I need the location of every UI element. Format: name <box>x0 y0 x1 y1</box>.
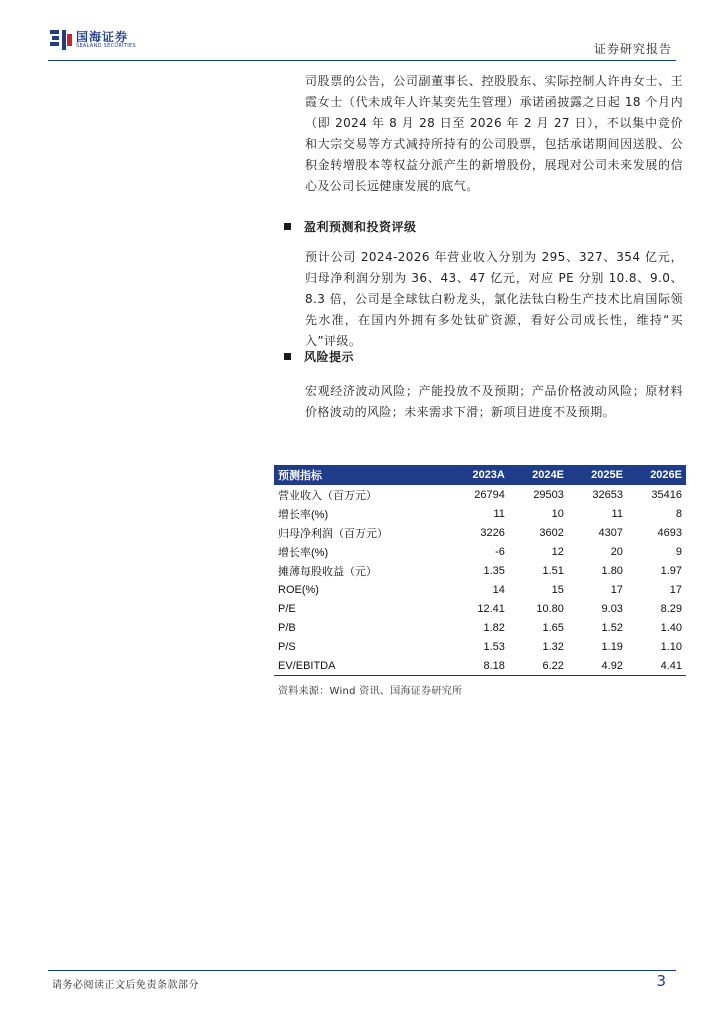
table-cell: 10.80 <box>536 602 564 615</box>
table-header-cell: 2023A <box>449 465 509 485</box>
table-cell: 9 <box>675 545 682 558</box>
table-header-cell: 2024E <box>509 465 568 485</box>
table-row <box>274 485 686 504</box>
row-label: 归母净利润（百万元） <box>278 527 388 540</box>
table-cell: 6.22 <box>509 656 568 676</box>
table-cell: 4.92 <box>568 656 627 676</box>
table-cell: 4.41 <box>627 656 686 676</box>
footer-divider <box>48 970 676 971</box>
forecast-table <box>274 465 686 676</box>
table-cell: 35416 <box>651 488 682 501</box>
table-row <box>274 542 686 561</box>
table-cell: 3226 <box>480 526 505 539</box>
logo-english-name: SEALAND SECURITIES <box>76 43 136 49</box>
table-cell: 3602 <box>539 526 564 539</box>
table-cell: 1.40 <box>660 621 682 634</box>
table-header-cell: 2026E <box>627 465 686 485</box>
table-row <box>274 656 686 676</box>
table-cell: 8.29 <box>660 602 682 615</box>
logo-name: 国海证券 <box>76 30 129 44</box>
company-logo <box>50 30 136 50</box>
table-row <box>274 599 686 618</box>
table-cell: 9.03 <box>601 602 623 615</box>
section-heading-risk <box>284 348 354 365</box>
row-label: EV/EBITDA <box>274 656 449 676</box>
table-cell: 12 <box>551 545 564 558</box>
table-cell: 12.41 <box>477 602 505 615</box>
table-cell: 11 <box>611 507 623 520</box>
table-cell: 29503 <box>533 488 564 501</box>
row-label: P/E <box>278 602 296 615</box>
table-cell: 1.19 <box>601 640 623 653</box>
row-label: ROE(%) <box>278 583 319 596</box>
table-cell: 1.97 <box>660 564 682 577</box>
table-cell: 1.65 <box>542 621 564 634</box>
risk-paragraph: 宏观经济波动风险；产能投放不及预期；产品价格波动风险；原材料价格波动的风险；未来需求下滑；新项目进度不及预期。 <box>305 384 683 419</box>
table-cell: 17 <box>669 583 682 596</box>
table-cell: 1.53 <box>483 640 505 653</box>
table-cell: 1.80 <box>601 564 623 577</box>
row-label: 增长率(%) <box>278 508 329 521</box>
table-cell: -6 <box>495 545 505 558</box>
table-cell: 1.52 <box>601 621 623 634</box>
row-label: 摊薄每股收益（元） <box>278 565 377 578</box>
table-cell: 4307 <box>598 526 623 539</box>
section-heading-forecast <box>284 218 417 235</box>
table-cell: 1.32 <box>542 640 564 653</box>
page-header <box>0 0 724 62</box>
table-header-cell: 2025E <box>568 465 627 485</box>
table-cell: 1.10 <box>660 640 682 653</box>
page-number: 3 <box>656 972 666 990</box>
table-row <box>274 618 686 637</box>
table-cell: 14 <box>492 583 505 596</box>
section-title: 盈利预测和投资评级 <box>304 220 417 234</box>
report-type-label: 证券研究报告 <box>593 42 672 56</box>
header-divider <box>48 60 676 61</box>
logo-mark-icon <box>50 30 72 50</box>
table-header-cell: 预测指标 <box>274 465 449 485</box>
table-cell: 32653 <box>592 488 623 501</box>
forecast-paragraph: 预计公司 2024-2026 年营业收入分别为 295、327、354 亿元，归母净利润分别为 36、43、47 亿元，对应 PE 分别 10.8、9.0、8.3 倍，公司是全球钛白粉龙头，氯化法钛白粉生产技术比肩国际领先水准，在国内外拥有多处钛矿资源，看好公司成长性，维持“买入”评级。 <box>305 250 683 348</box>
table-row <box>274 637 686 656</box>
disclaimer-note: 请务必阅读正文后免责条款部分 <box>52 980 199 991</box>
row-label: P/B <box>278 621 296 634</box>
table-cell: 8 <box>675 507 682 520</box>
table-header-row <box>274 465 686 485</box>
bullet-square-icon <box>284 223 291 230</box>
row-label: 增长率(%) <box>278 546 329 559</box>
table-row <box>274 580 686 599</box>
table-cell: 1.35 <box>483 564 505 577</box>
table-cell: 20 <box>610 545 623 558</box>
table-cell: 1.82 <box>483 621 505 634</box>
table-cell: 11 <box>493 507 505 520</box>
table-cell: 8.18 <box>449 656 509 676</box>
table-source-note: 资料来源：Wind 资讯、国海证券研究所 <box>278 686 463 697</box>
table-cell: 26794 <box>474 488 505 501</box>
table-cell: 10 <box>551 507 564 520</box>
row-label: 营业收入（百万元） <box>278 489 377 502</box>
table-cell: 4693 <box>657 526 682 539</box>
table-cell: 15 <box>551 583 564 596</box>
table-row <box>274 504 686 523</box>
bullet-square-icon <box>284 353 291 360</box>
section-title: 风险提示 <box>304 350 355 364</box>
table-row <box>274 523 686 542</box>
table-cell: 17 <box>610 583 623 596</box>
table-cell: 1.51 <box>542 564 564 577</box>
announcement-paragraph: 司股票的公告，公司副董事长、控股股东、实际控制人许冉女士、王霞女士（代未成年人许某奕先生管理）承诺函披露之日起 18 个月内（即 2024 年 8 月 28 日至 2026 年 2 月 27 日），不以集中竞价和大宗交易等方式减持所持有的公司股票，包括承诺期间因送股、公积金转增股本等权益分派产生的新增股份，展现对公司未来发展的信心及公司长远健康发展的底气。 <box>305 74 683 193</box>
row-label: P/S <box>278 640 296 653</box>
table-row <box>274 561 686 580</box>
